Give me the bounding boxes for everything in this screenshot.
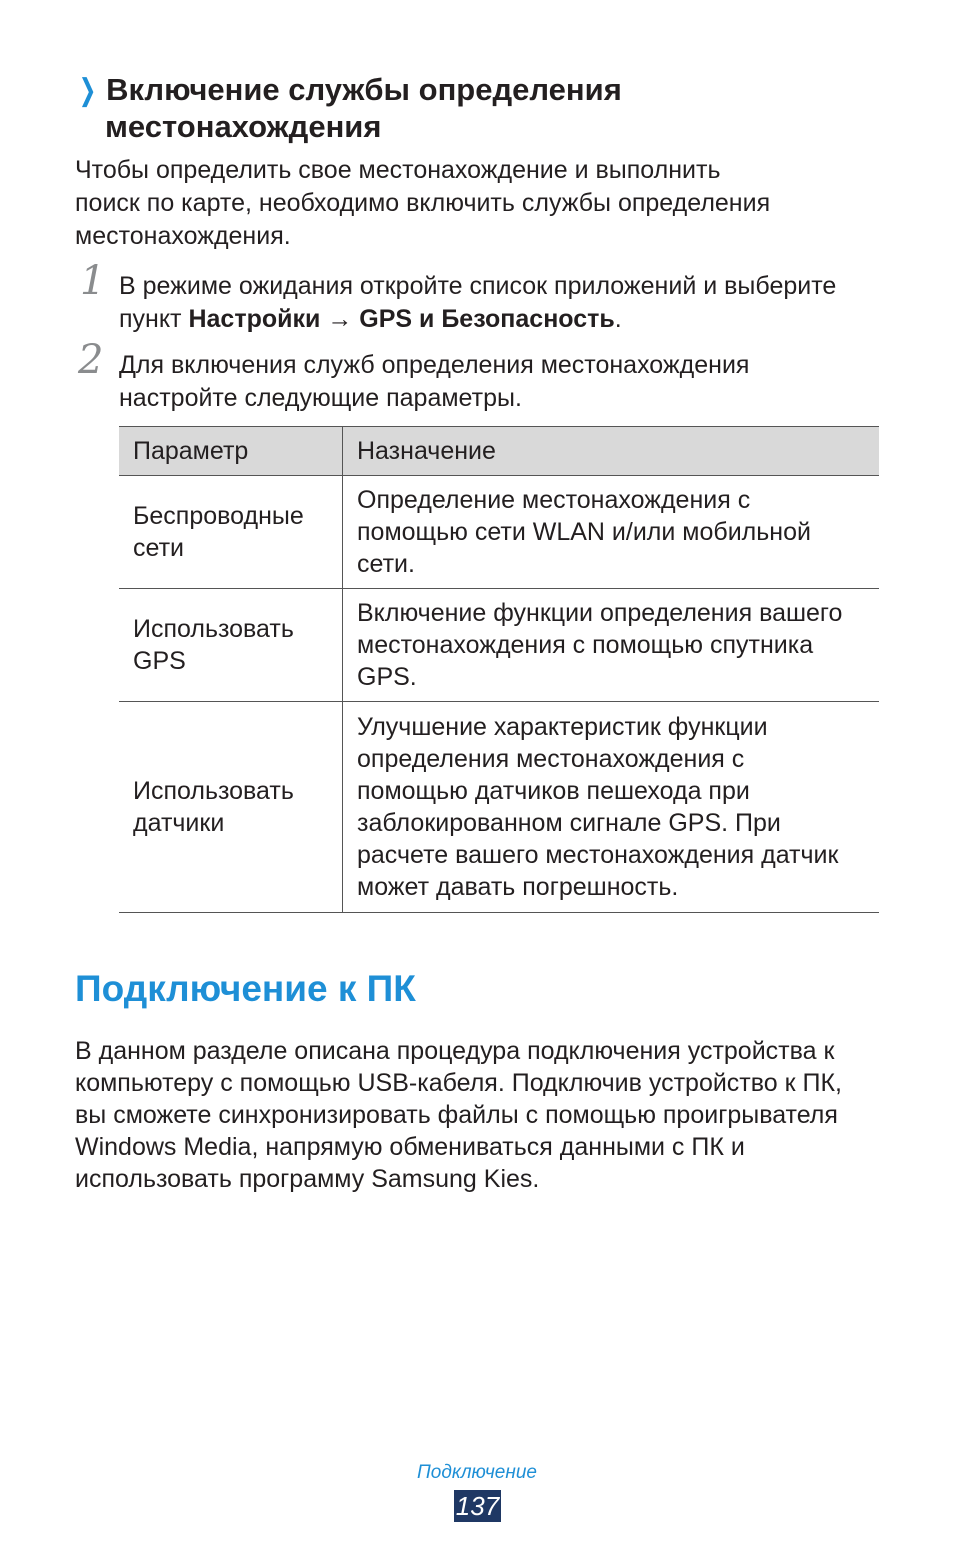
cell-line: помощью датчиков пешехода при (357, 777, 750, 805)
cell-line: определения местонахождения с (357, 745, 745, 773)
table-cell-purpose (343, 702, 880, 913)
step-line (119, 303, 899, 336)
table-cell-param (119, 702, 343, 913)
cell-line: датчики (133, 809, 225, 837)
table-cell-purpose (343, 476, 880, 589)
cell-line: помощью сети WLAN и/или мобильной (357, 518, 811, 546)
intro-line: местонахождения. (75, 222, 291, 250)
cell-line: местонахождения с помощью спутника (357, 631, 814, 659)
cell-line: Включение функции определения вашего (357, 599, 843, 627)
section-title-line2: местонахождения (105, 109, 382, 144)
step-line: В режиме ожидания откройте список приложений и выберите (119, 272, 837, 300)
cell-line: может давать погрешность. (357, 873, 679, 901)
step-number: 1 (80, 258, 106, 304)
menu-path-gps: GPS и Безопасность (359, 305, 615, 333)
cell-line: Использовать (133, 615, 294, 643)
table-cell-param (119, 589, 343, 702)
intro-line: Чтобы определить свое местонахождение и выполнить (75, 156, 721, 184)
table-row (119, 589, 879, 702)
body-line: использовать программу Samsung Kies. (75, 1165, 540, 1193)
body-line: Windows Media, напрямую обмениваться данными с ПК и (75, 1133, 745, 1161)
parameters-table (119, 426, 879, 913)
table-cell-purpose (343, 589, 880, 702)
step-1-text (119, 270, 899, 336)
table-row (119, 702, 879, 913)
table-row (119, 476, 879, 589)
cell-line: Использовать (133, 777, 294, 805)
cell-line: сети. (357, 550, 415, 578)
section-title-line1: Включение службы определения (106, 72, 622, 107)
table-cell-param (119, 476, 343, 589)
cell-line: Беспроводные (133, 502, 304, 530)
cell-line: расчете вашего местонахождения датчик (357, 841, 839, 869)
footer-chapter-label: Подключение (417, 1462, 537, 1483)
step-2-text (119, 349, 899, 415)
step-text-suffix: . (614, 305, 622, 333)
cell-line: GPS. (357, 663, 417, 691)
step-line: настройте следующие параметры. (119, 384, 522, 412)
cell-line: сети (133, 534, 184, 562)
body-line: В данном разделе описана процедура подключения устройства к (75, 1037, 835, 1065)
step-line: Для включения служб определения местонахождения (119, 351, 750, 379)
step-number: 2 (78, 337, 104, 383)
section-intro (75, 154, 895, 253)
menu-path-settings: Настройки (188, 305, 321, 333)
intro-line: поиск по карте, необходимо включить службы определения (75, 189, 771, 217)
table-header-param: Параметр (119, 427, 343, 476)
arrow-icon: → (320, 305, 360, 333)
page-number: 137 (455, 1491, 500, 1521)
table-header-row (119, 427, 879, 476)
cell-line: заблокированном сигнале GPS. При (357, 809, 781, 837)
pc-connection-body (75, 1035, 895, 1195)
cell-line: GPS (133, 647, 186, 675)
chevron-right-icon: ❯ (78, 74, 97, 107)
cell-line: Улучшение характеристик функции (357, 713, 768, 741)
table-header-purpose: Назначение (343, 427, 880, 476)
pc-connection-title: Подключение к ПК (75, 968, 416, 1009)
body-line: компьютеру с помощью USB-кабеля. Подключив устройство к ПК, (75, 1069, 842, 1097)
body-line: вы сможете синхронизировать файлы с помощью проигрывателя (75, 1101, 838, 1129)
cell-line: Определение местонахождения с (357, 486, 751, 514)
section-heading (75, 72, 875, 145)
step-text-prefix: пункт (119, 305, 189, 333)
